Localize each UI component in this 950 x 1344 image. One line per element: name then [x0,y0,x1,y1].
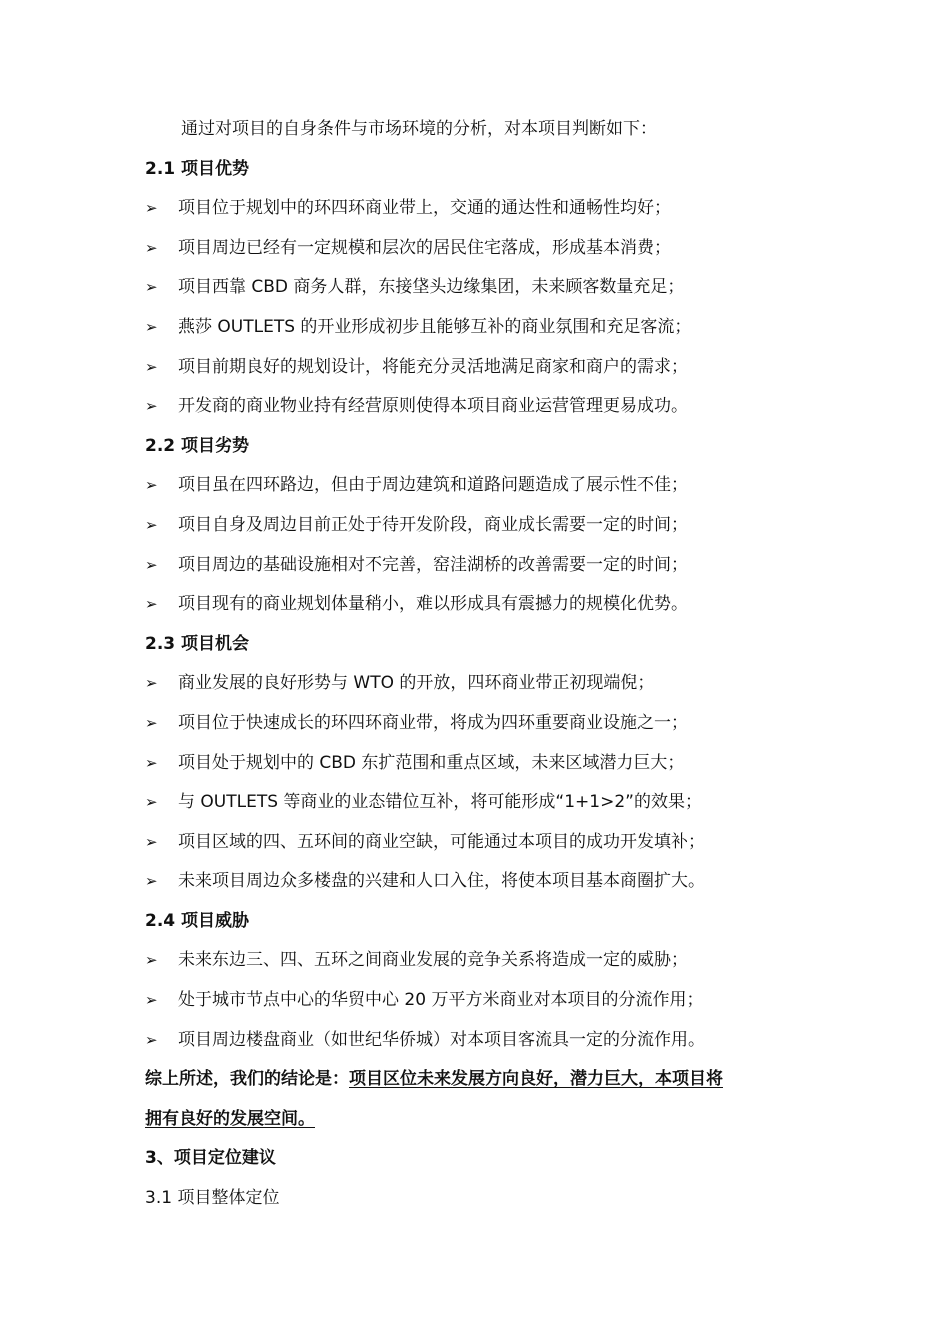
bullet-text: 项目周边的基础设施相对不完善，窑洼湖桥的改善需要一定的时间； [178,554,688,575]
arrow-bullet-icon: ➢ [145,397,158,416]
bullet-text: 开发商的商业物业持有经营原则使得本项目商业运营管理更易成功。 [178,396,688,417]
bullet-item [145,268,825,308]
section-heading: 2.3 项目机会 [145,633,250,654]
bullet-item [145,348,825,388]
bullet-item [145,189,825,229]
arrow-bullet-icon: ➢ [145,476,158,495]
bullet-text: 未来项目周边众多楼盘的兴建和人口入住，将使本项目基本商圈扩大。 [178,871,705,892]
arrow-bullet-icon: ➢ [145,713,158,732]
intro-paragraph: 通过对项目的自身条件与市场环境的分析，对本项目判断如下： [181,119,657,139]
analysis-sections [145,150,825,1061]
bullet-item [145,862,825,902]
arrow-bullet-icon: ➢ [145,1030,158,1049]
bullet-text: 项目自身及周边目前正处于待开发阶段，商业成长需要一定的时间； [178,514,688,535]
arrow-bullet-icon: ➢ [145,595,158,614]
bullet-text: 未来东边三、四、五环之间商业发展的竞争关系将造成一定的威胁； [178,950,688,971]
bullet-item [145,585,825,625]
section-3-1-subtitle: 3.1 项目整体定位 [145,1188,280,1209]
arrow-bullet-icon: ➢ [145,793,158,812]
bullet-text: 项目区域的四、五环间的商业空缺，可能通过本项目的成功开发填补； [178,831,705,852]
bullet-item [145,308,825,348]
bullet-text: 项目现有的商业规划体量稍小，难以形成具有震撼力的规模化优势。 [178,594,688,615]
arrow-bullet-icon: ➢ [145,278,158,297]
bullet-item [145,1021,825,1061]
bullet-item [145,506,825,546]
bullet-text: 燕莎 OUTLETS 的开业形成初步且能够互补的商业氛围和充足客流； [178,316,692,337]
conclusion-lead: 综上所述，我们的结论是： [145,1069,349,1090]
arrow-bullet-icon: ➢ [145,515,158,534]
bullet-text: 商业发展的良好形势与 WTO 的开放，四环商业带正初现端倪； [178,673,655,694]
arrow-bullet-icon: ➢ [145,951,158,970]
arrow-bullet-icon: ➢ [145,832,158,851]
bullet-text: 项目位于快速成长的环四环商业带，将成为四环重要商业设施之一； [178,712,688,733]
bullet-item [145,387,825,427]
conclusion-text-2: 拥有良好的发展空间。 [145,1108,315,1129]
bullet-text: 项目周边楼盘商业（如世纪华侨城）对本项目客流具一定的分流作用。 [178,1029,705,1050]
bullet-item [145,229,825,269]
bullet-item [145,823,825,863]
bullet-text: 项目虽在四环路边，但由于周边建筑和道路问题造成了展示性不佳； [178,475,688,496]
bullet-item [145,783,825,823]
section-heading: 2.4 项目威胁 [145,910,250,931]
arrow-bullet-icon: ➢ [145,555,158,574]
bullet-item [145,664,825,704]
arrow-bullet-icon: ➢ [145,317,158,336]
bullet-text: 项目处于规划中的 CBD 东扩范围和重点区域，未来区域潜力巨大； [178,752,685,773]
arrow-bullet-icon: ➢ [145,238,158,257]
bullet-item [145,744,825,784]
section-heading: 2.1 项目优势 [145,158,250,179]
arrow-bullet-icon: ➢ [145,199,158,218]
bullet-item [145,941,825,981]
bullet-item [145,466,825,506]
bullet-text: 与 OUTLETS 等商业的业态错位互补，将可能形成“1+1>2”的效果； [178,792,702,813]
conclusion-line-2 [145,1100,825,1140]
section-heading: 2.2 项目劣势 [145,435,250,456]
arrow-bullet-icon: ➢ [145,872,158,891]
bullet-item [145,704,825,744]
arrow-bullet-icon: ➢ [145,357,158,376]
arrow-bullet-icon: ➢ [145,753,158,772]
bullet-text: 处于城市节点中心的华贸中心 20 万平方米商业对本项目的分流作用； [178,990,704,1011]
arrow-bullet-icon: ➢ [145,674,158,693]
bullet-text: 项目周边已经有一定规模和层次的居民住宅落成，形成基本消费； [178,237,671,258]
section-3-title: 3、项目定位建议 [145,1148,276,1169]
bullet-text: 项目西靠 CBD 商务人群，东接垡头边缘集团，未来顾客数量充足； [178,277,685,298]
bullet-text: 项目位于规划中的环四环商业带上，交通的通达性和通畅性均好； [178,198,671,219]
bullet-item [145,981,825,1021]
document-body [145,110,825,1219]
conclusion-text-1: 项目区位未来发展方向良好，潜力巨大，本项目将 [349,1069,723,1090]
bullet-text: 项目前期良好的规划设计，将能充分灵活地满足商家和商户的需求； [178,356,688,377]
arrow-bullet-icon: ➢ [145,991,158,1010]
conclusion-line-1 [145,1060,825,1100]
bullet-item [145,546,825,586]
